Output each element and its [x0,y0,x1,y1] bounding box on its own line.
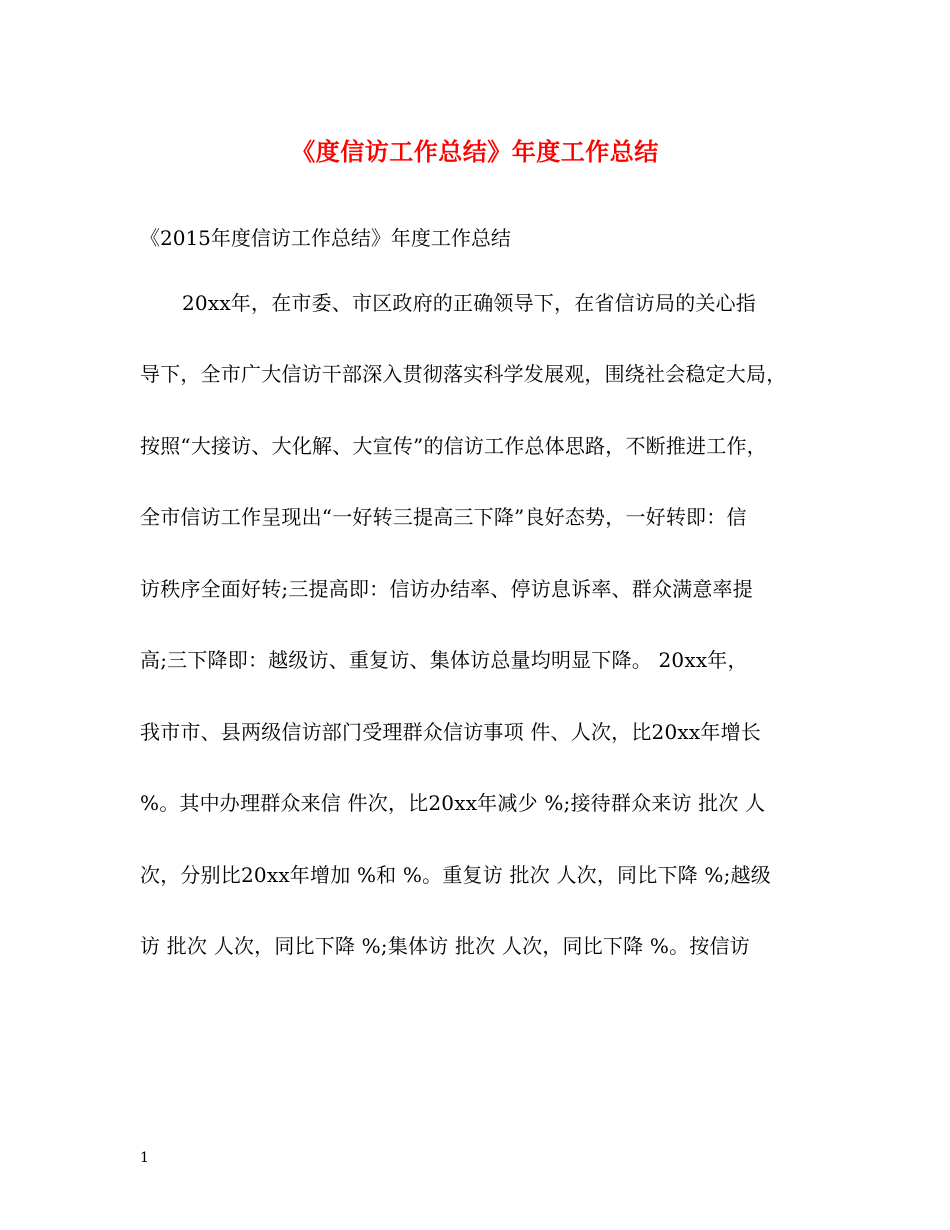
paragraph-line: 高;三下降即：越级访、重复访、集体访总量均明显下降。 20xx年， [140,648,748,672]
page-number: 1 [140,1150,149,1166]
document-subtitle: 《2015年度信访工作总结》年度工作总结 [140,226,511,250]
paragraph-line: 按照“大接访、大化解、大宣传”的信访工作总体思路，不断推进工作， [140,434,767,458]
paragraph-line: 次，分别比20xx年增加 %和 %。重复访 批次 人次，同比下降 %;越级 [140,863,771,887]
paragraph-line: 访 批次 人次，同比下降 %;集体访 批次 人次，同比下降 %。按信访 [140,934,750,958]
paragraph-line: 全市信访工作呈现出“一好转三提高三下降”良好态势，一好转即：信 [140,505,747,529]
paragraph-line: %。其中办理群众来信 件次，比20xx年减少 %;接待群众来访 批次 人 [140,791,766,815]
paragraph-line: 访秩序全面好转;三提高即：信访办结率、停访息诉率、群众满意率提 [140,577,753,601]
paragraph-line: 20xx年，在市委、市区政府的正确领导下，在省信访局的关心指 [182,291,757,315]
paragraph-line: 我市市、县两级信访部门受理群众信访事项 件、人次，比20xx年增长 [140,720,761,744]
document-title: 《度信访工作总结》年度工作总结 [291,137,659,166]
paragraph-line: 导下，全市广大信访干部深入贯彻落实科学发展观，围绕社会稳定大局， [140,362,787,386]
